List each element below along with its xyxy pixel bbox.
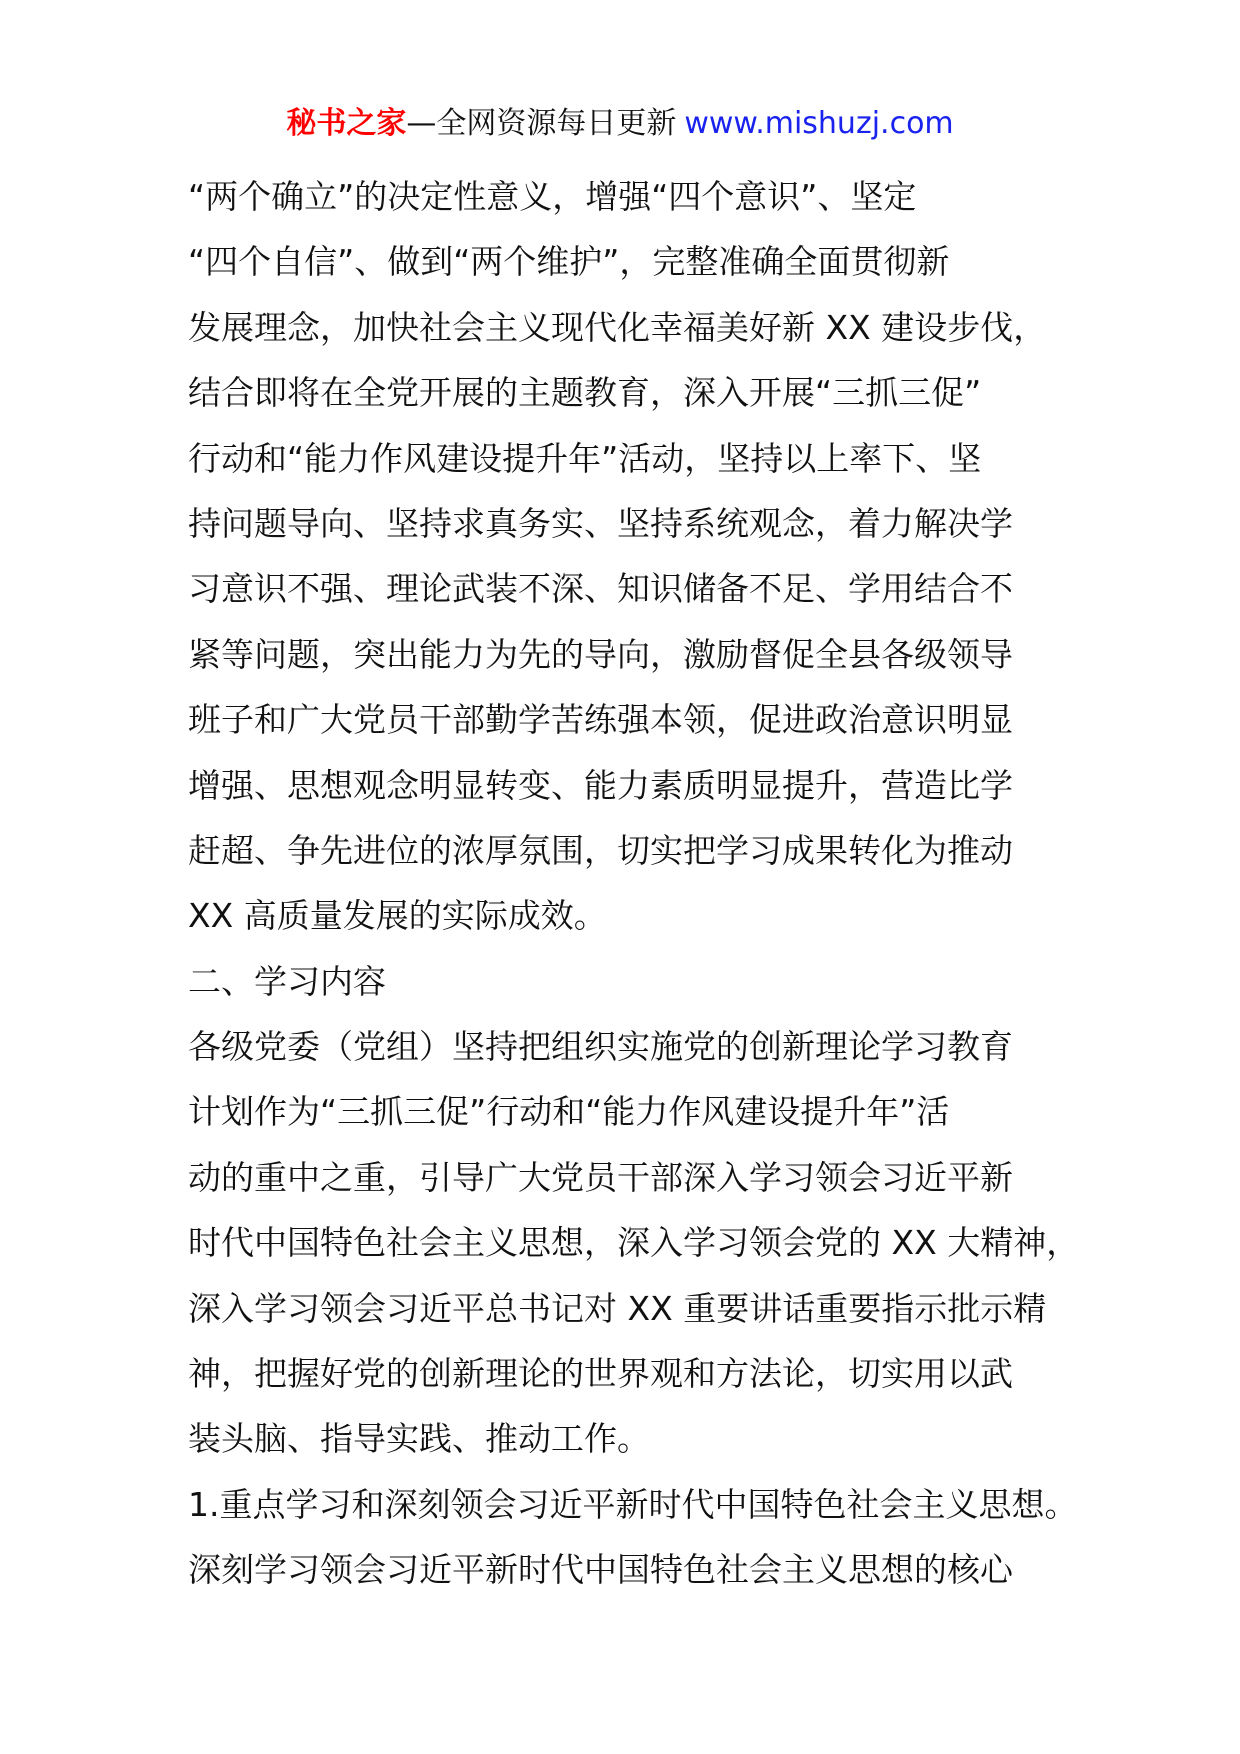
site-url-link[interactable]: www.mishuzj.com <box>684 106 954 141</box>
text-line: 计划作为“三抓三促”行动和“能力作风建设提升年”活 <box>188 1092 950 1132</box>
text-line: 时代中国特色社会主义思想，深入学习领会党的 XX 大精神， <box>188 1223 1080 1263</box>
text-line: 赶超、争先进位的浓厚氛围，切实把学习成果转化为推动 <box>188 830 1013 870</box>
text-line: 各级党委（党组）坚持把组织实施党的创新理论学习教育 <box>188 1027 1013 1067</box>
site-header <box>0 100 1240 148</box>
text-line: 发展理念，加快社会主义现代化幸福美好新 XX 建设步伐， <box>188 307 1047 347</box>
text-line: “两个确立”的决定性意义，增强“四个意识”、坚定 <box>188 177 917 216</box>
subheading-line: 1.重点学习和深刻领会习近平新时代中国特色社会主义思想。 <box>188 1484 1078 1524</box>
site-tagline: —全网资源每日更新 <box>406 106 677 141</box>
document-body <box>188 164 1088 1603</box>
text-line: 深入学习领会习近平总书记对 XX 重要讲话重要指示批示精 <box>188 1288 1047 1328</box>
text-line: 装头脑、指导实践、推动工作。 <box>188 1419 650 1459</box>
text-line: 紧等问题，突出能力为先的导向，激励督促全县各级领导 <box>188 634 1013 674</box>
text-line: 行动和“能力作风建设提升年”活动，坚持以上率下、坚 <box>188 438 982 478</box>
text-line: 神，把握好党的创新理论的世界观和方法论，切实用以武 <box>188 1354 1013 1394</box>
text-line: 增强、思想观念明显转变、能力素质明显提升，营造比学 <box>188 765 1013 805</box>
text-line: 深刻学习领会习近平新时代中国特色社会主义思想的核心 <box>188 1550 1013 1590</box>
section-heading: 二、学习内容 <box>188 961 386 1001</box>
text-line: XX 高质量发展的实际成效。 <box>188 896 607 936</box>
text-line: 班子和广大党员干部勤学苦练强本领，促进政治意识明显 <box>188 700 1013 740</box>
text-line: 持问题导向、坚持求真务实、坚持系统观念，着力解决学 <box>188 503 1013 543</box>
text-line: 结合即将在全党开展的主题教育，深入开展“三抓三促” <box>188 373 982 413</box>
text-line: “四个自信”、做到“两个维护”，完整准确全面贯彻新 <box>188 242 950 282</box>
text-line: 习意识不强、理论武装不深、知识储备不足、学用结合不 <box>188 569 1013 609</box>
site-brand: 秘书之家 <box>286 106 407 141</box>
text-line: 动的重中之重，引导广大党员干部深入学习领会习近平新 <box>188 1157 1013 1197</box>
